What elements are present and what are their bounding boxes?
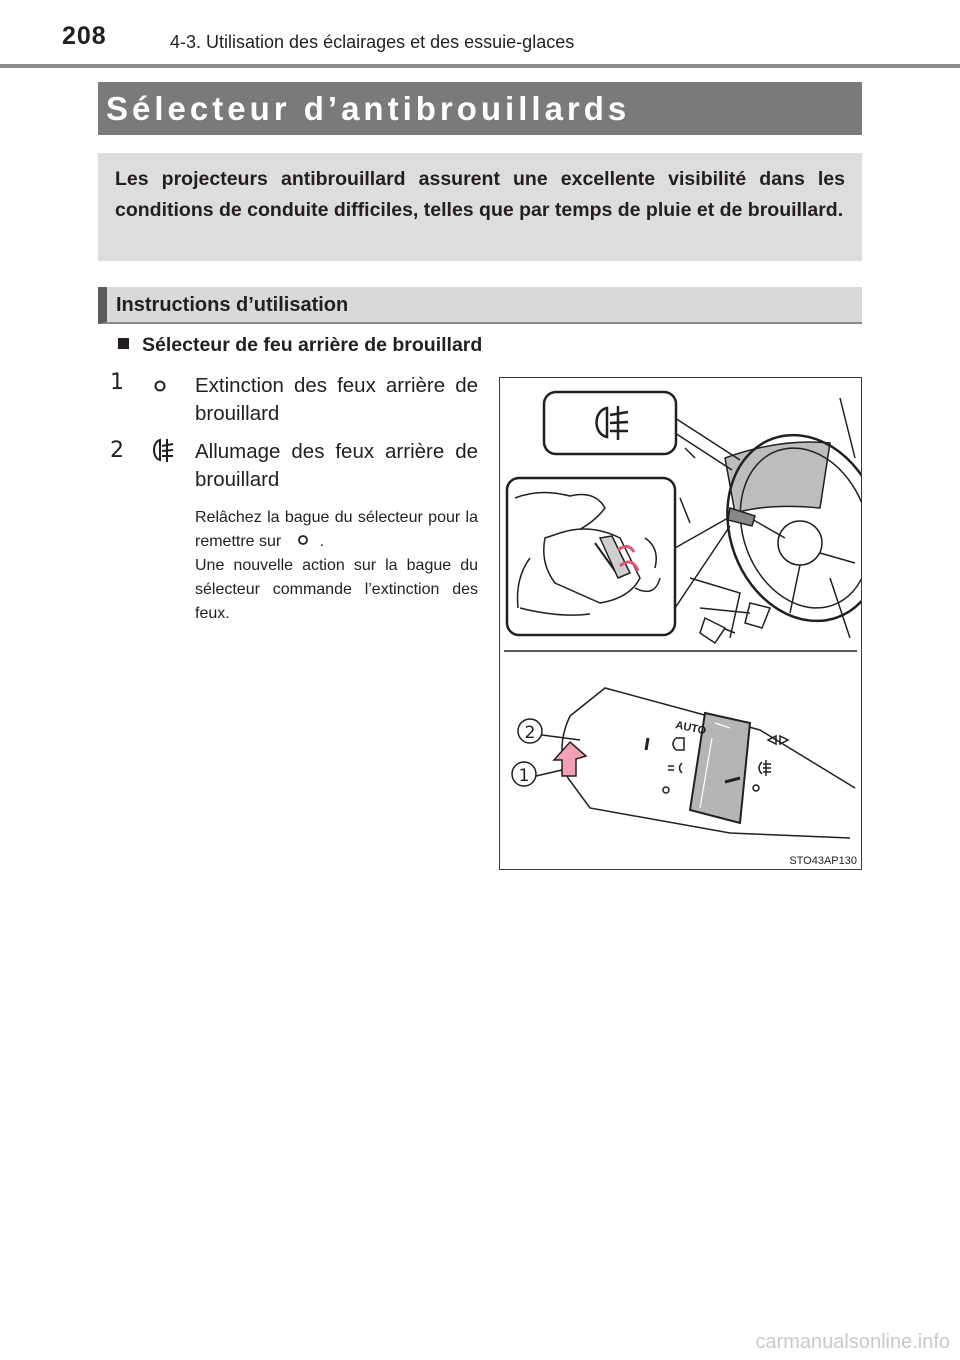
item-text-1: Extinction des feux arrière de brouillard [195,374,478,425]
item-number-1: 1 [110,370,124,395]
fog-light-switch-illustration [500,378,861,869]
intro-text: Les projecteurs antibrouillard assurent une excellente visibilité dans les conditions de conduite difficiles, telles que par temps de pluie et de brouillard. [115,168,845,221]
note-line-1: Relâchez la bague du sélecteur pour la remettre sur [195,509,478,550]
watermark: carmanualsonline.info [755,1331,950,1353]
item-text-2: Allumage des feux arrière de brouillard [195,440,478,491]
note-text [195,506,478,626]
section-heading: Instructions d’utilisation [98,287,862,324]
subheading [118,334,482,357]
header-rule [0,64,960,68]
note-line-2: Une nouvelle action sur la bague du sélecteur commande l’extinction des feux. [195,557,478,622]
off-position-icon [150,376,170,396]
page-number: 208 [62,22,107,50]
auto-label: AUTO [674,719,708,738]
callout-label-1: 1 [518,766,530,786]
intro-box [98,153,862,261]
rear-fog-light-icon [148,437,178,465]
chapter-title: 4-3. Utilisation des éclairages et des essuie-glaces [170,32,575,52]
square-bullet-icon [118,338,129,349]
figure-code: STO43AP130 [789,855,857,867]
subheading-text: Sélecteur de feu arrière de brouillard [142,334,483,356]
callout-label-2: 2 [524,723,536,743]
note-line-1-end: . [319,533,325,550]
page-title: Sélecteur d’antibrouillards [98,82,862,135]
illustration-figure [499,377,862,870]
off-position-icon [286,533,320,547]
item-number-2: 2 [110,438,124,463]
